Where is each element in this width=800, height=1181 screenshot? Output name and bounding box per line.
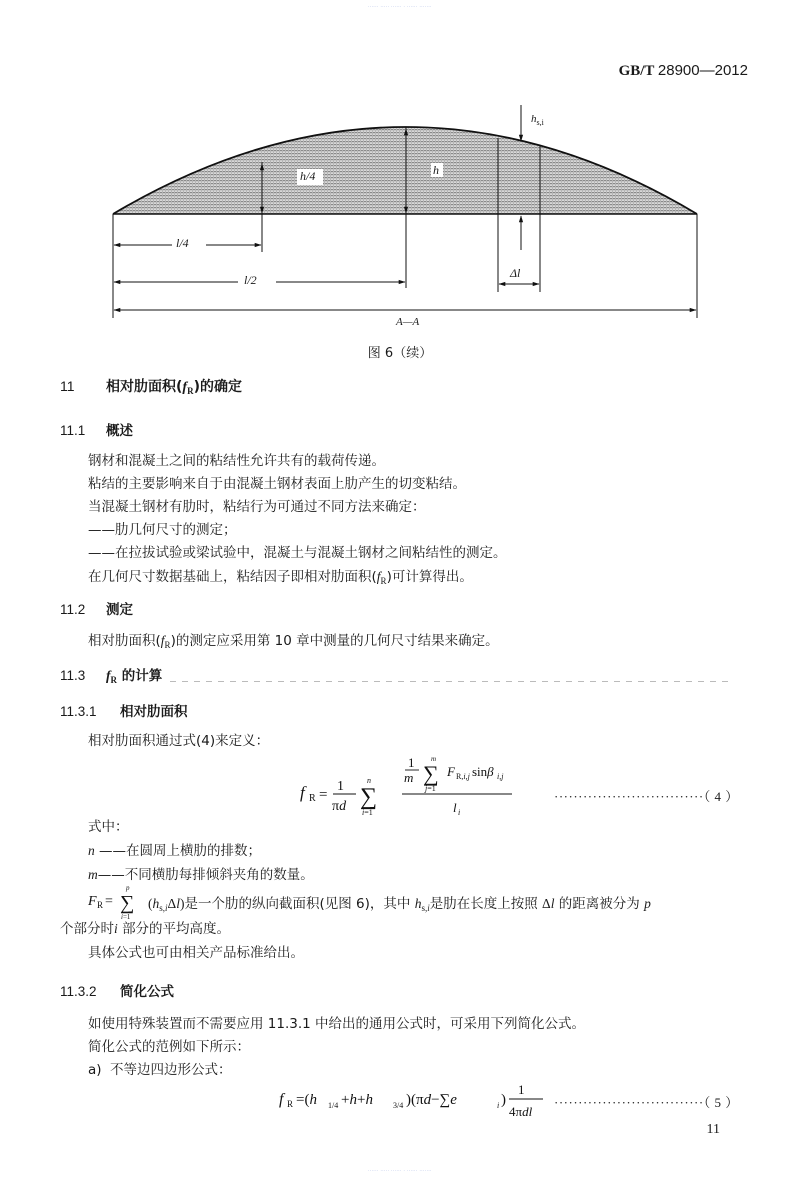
formula-5-leader (554, 1092, 739, 1111)
formula-5-number: （ 5 ） (703, 1095, 739, 1110)
svg-text:R: R (97, 900, 104, 910)
label-l-quarter: l/4 (176, 236, 189, 250)
symbol: n (88, 843, 95, 858)
svg-text:=: = (319, 787, 328, 803)
paragraph-line: ——肋几何尺寸的测定； (88, 522, 237, 538)
section-11-2-body (88, 629, 499, 657)
symbol-h: h (414, 896, 422, 911)
svg-text:i=1: i=1 (121, 913, 131, 921)
definition-text: ——不同横肋每排倾斜夹角的数量。 (97, 867, 314, 883)
heading-text: 的计算 (117, 668, 163, 684)
label-h-si-sub: s,i (536, 118, 544, 127)
formula-4-where (88, 816, 314, 887)
section-number: 11.3 (60, 668, 86, 683)
svg-text:R: R (309, 793, 316, 804)
svg-text:): ) (501, 1092, 506, 1108)
symbol-sub: s,i (421, 903, 430, 913)
paragraph-line: 钢材和混凝土之间的粘结性允许共有的载荷传递。 (88, 453, 385, 469)
svg-text:f: f (279, 1091, 284, 1108)
fr-definition-line-2 (60, 917, 230, 941)
section-number: 11.2 (60, 602, 86, 617)
svg-text:R: R (287, 1099, 294, 1109)
svg-text:πd: πd (332, 799, 347, 814)
svg-text:i=1: i=1 (362, 808, 373, 817)
symbol-i: i (114, 921, 118, 936)
label-l-half: l/2 (244, 273, 257, 287)
formula-5 (275, 1078, 545, 1122)
paragraph-line: 简化公式的范例如下所示： (88, 1039, 250, 1055)
heading-text: 相对肋面积 (120, 704, 188, 720)
svg-text:i: i (458, 808, 461, 817)
formula-4-number: （ 4 ） (703, 789, 739, 804)
svg-text:f: f (300, 783, 305, 802)
leader-dots: ······························· (554, 1095, 704, 1110)
svg-text:1/4: 1/4 (328, 1101, 339, 1110)
svg-text:R,i,j: R,i,j (456, 772, 470, 781)
svg-text:F: F (88, 894, 97, 909)
heading-section-11-3-2 (60, 980, 174, 1000)
svg-text:)(πd−∑e: )(πd−∑e (406, 1092, 457, 1108)
svg-text:∑: ∑ (120, 892, 135, 914)
svg-text:n: n (367, 776, 371, 785)
text: 相对肋面积( (88, 633, 161, 649)
svg-text:+h+h: +h+h (341, 1092, 373, 1108)
heading-text: 简化公式 (120, 984, 174, 1000)
heading-section-11-3-1 (60, 700, 188, 720)
scan-artifact-line (170, 681, 730, 682)
text: 是肋在长度上按照 (429, 896, 538, 912)
svg-text:m: m (431, 755, 437, 763)
label-h: h (433, 163, 439, 177)
list-label: a) (88, 1062, 102, 1078)
fr-definition-line-1 (148, 892, 651, 920)
svg-text:4πdl: 4πdl (509, 1104, 533, 1119)
definition-n (88, 839, 314, 863)
svg-text:∑: ∑ (423, 761, 439, 786)
svg-text:p: p (126, 884, 130, 892)
svg-text:i: i (497, 1101, 500, 1110)
heading-section-11 (60, 376, 242, 396)
paragraph-line (88, 565, 507, 593)
svg-text:i,j: i,j (497, 772, 504, 781)
label-h-si-main: h (531, 113, 537, 125)
symbol-sub: R (380, 576, 387, 586)
svg-text:1: 1 (337, 779, 344, 794)
section-number: 11.3.1 (60, 704, 97, 719)
page-number: 11 (706, 1122, 720, 1137)
svg-text:l: l (453, 800, 457, 815)
symbol: m (88, 867, 98, 882)
svg-text:=(h: =(h (296, 1092, 317, 1108)
section-11-3-2-body (88, 1013, 585, 1082)
text: )的测定应采用第 10 章中测量的几何尺寸结果来确定。 (170, 633, 499, 649)
svg-text:1: 1 (408, 755, 415, 770)
text: 个部分时 (60, 921, 114, 937)
paragraph-line: ——在拉拔试验或梁试验中，混凝土与混凝土钢材之间粘结性的测定。 (88, 545, 507, 561)
formula-4 (290, 752, 520, 824)
symbol-sub: R (187, 386, 194, 396)
svg-text:∑: ∑ (360, 784, 378, 810)
formula-4-intro: 相对肋面积通过式(4)来定义： (88, 733, 270, 749)
svg-text:F: F (447, 764, 455, 779)
symbol-f: f (182, 380, 188, 395)
text: 是一个肋的纵向截面积(见图 6)，其中 (184, 896, 411, 912)
leader-dots: ······························· (554, 789, 704, 804)
paragraph-line: 当混凝土钢材有肋时，粘结行为可通过不同方法来确定： (88, 499, 426, 515)
svg-text:3/4: 3/4 (393, 1101, 404, 1110)
standard-number: 28900—2012 (657, 62, 748, 79)
figure-caption: 图 6（续） (367, 346, 433, 361)
symbol-p: p (644, 896, 651, 911)
symbol-f: f (376, 569, 381, 584)
list-text: 不等边四边形公式： (110, 1062, 232, 1078)
text: 在几何尺寸数据基础上，粘结因子即相对肋面积( (88, 569, 377, 585)
label-section-a-a: A—A (396, 316, 420, 328)
standard-prefix: GB/T (618, 63, 655, 79)
watermark-top: ······ ····· ······ · ······ ······· (368, 4, 432, 9)
symbol-f: f (160, 633, 165, 648)
text: )可计算得出。 (386, 569, 473, 585)
svg-text:m: m (404, 770, 414, 785)
svg-text:sinβ: sinβ (472, 764, 494, 779)
heading-section-11-2 (60, 598, 133, 618)
heading-text: 相对肋面积( (106, 379, 183, 395)
text: 部分的平均高度。 (122, 921, 231, 937)
svg-text:1: 1 (518, 1082, 525, 1097)
heading-section-11-1 (60, 419, 133, 439)
watermark-bottom: ······ ····· ······ · ······ ······· (368, 1168, 432, 1173)
symbol-delta-l: Δl (542, 896, 555, 911)
label-delta-l: Δl (510, 266, 521, 280)
symbol-sub: R (164, 640, 171, 650)
section-11-1-body (88, 450, 507, 593)
paragraph-line: 如使用特殊装置而不需要应用 11.3.1 中给出的通用公式时，可采用下列简化公式。 (88, 1016, 586, 1032)
formula-4-leader (554, 786, 739, 805)
definition-text: ——在圆周上横肋的排数； (99, 843, 262, 859)
heading-text: 测定 (106, 602, 133, 618)
label-h-si (531, 113, 544, 127)
svg-text:=: = (105, 894, 113, 909)
where-label: 式中： (88, 819, 129, 835)
svg-text:j=1: j=1 (425, 784, 436, 793)
symbol-sub: R (110, 675, 117, 685)
heading-section-11-3 (60, 664, 162, 685)
heading-text: )的确定 (193, 379, 242, 395)
text: 的距离被分为 (558, 896, 640, 912)
note-line: 具体公式也可由相关产品标准给出。 (88, 945, 304, 961)
symbol-f: f (106, 668, 111, 683)
heading-text: 概述 (106, 423, 133, 439)
section-number: 11.3.2 (60, 984, 97, 999)
label-h-quarter: h/4 (300, 169, 316, 183)
section-number: 11 (60, 378, 75, 394)
paragraph-line: 粘结的主要影响来自于由混凝土钢材表面上肋产生的切变粘结。 (88, 476, 466, 492)
figure-6-rib-section-diagram (0, 0, 800, 340)
term-hsi-delta-l: $(h_{s,i}\Delta l)$ (148, 896, 185, 913)
section-number: 11.1 (60, 423, 86, 438)
